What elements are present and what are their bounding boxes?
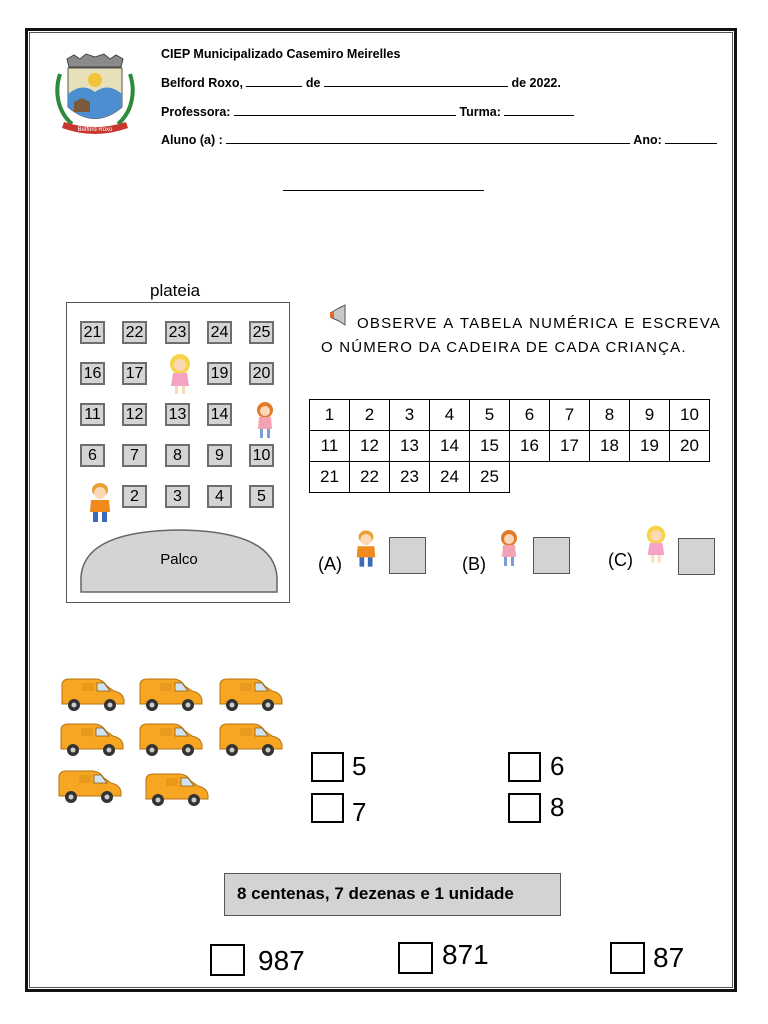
answer-box-a[interactable] xyxy=(389,537,426,574)
checkbox-option-87[interactable] xyxy=(610,942,645,974)
option-987-label: 987 xyxy=(258,945,305,976)
title-underline xyxy=(283,190,484,191)
seat: 7 xyxy=(122,444,147,467)
number-cell: 16 xyxy=(510,431,550,462)
number-cell: 19 xyxy=(630,431,670,462)
place-value-prompt: 8 centenas, 7 dezenas e 1 unidade xyxy=(224,873,561,916)
option-5-label: 5 xyxy=(352,751,367,781)
option-8-label: 8 xyxy=(550,792,565,822)
year-blank[interactable] xyxy=(665,132,717,144)
year-label: de 2022. xyxy=(511,76,561,90)
number-cell: 3 xyxy=(390,400,430,431)
empty-cell xyxy=(670,462,710,493)
number-cell: 23 xyxy=(390,462,430,493)
boy-figure-icon xyxy=(353,528,379,570)
number-cell: 4 xyxy=(430,400,470,431)
number-cell: 9 xyxy=(630,400,670,431)
teacher-label: Professora: xyxy=(161,105,231,119)
seat: 11 xyxy=(80,403,105,426)
logo-banner-text: Belford Roxo xyxy=(77,127,113,133)
seat: 25 xyxy=(249,321,274,344)
van-icon xyxy=(138,676,204,712)
seat: 9 xyxy=(207,444,232,467)
van-icon xyxy=(218,721,284,757)
seat: 24 xyxy=(207,321,232,344)
van-icon xyxy=(144,771,210,807)
seat: 16 xyxy=(80,362,105,385)
seat: 3 xyxy=(165,485,190,508)
empty-cell xyxy=(550,462,590,493)
seat: 8 xyxy=(165,444,190,467)
seat: 4 xyxy=(207,485,232,508)
answer-box-c[interactable] xyxy=(678,538,715,575)
checkbox-option-871[interactable] xyxy=(398,942,433,974)
number-cell: 7 xyxy=(550,400,590,431)
seat: 14 xyxy=(207,403,232,426)
empty-cell xyxy=(510,462,550,493)
girl-blonde-figure xyxy=(167,354,193,396)
number-cell: 11 xyxy=(310,431,350,462)
option-a-label: (A) xyxy=(318,554,342,574)
van-icon xyxy=(218,676,284,712)
number-cell: 12 xyxy=(350,431,390,462)
seat: 17 xyxy=(122,362,147,385)
coat-of-arms-logo xyxy=(52,52,138,138)
stage-label: Palco xyxy=(160,551,198,568)
number-cell: 13 xyxy=(390,431,430,462)
number-cell: 22 xyxy=(350,462,390,493)
student-label: Aluno (a) : xyxy=(161,133,223,147)
number-cell: 1 xyxy=(310,400,350,431)
number-cell: 8 xyxy=(590,400,630,431)
number-cell: 14 xyxy=(430,431,470,462)
city-label: Belford Roxo, xyxy=(161,76,243,90)
girl-blonde-figure-icon xyxy=(644,524,668,566)
option-6-label: 6 xyxy=(550,751,565,781)
number-cell: 5 xyxy=(470,400,510,431)
teacher-blank[interactable] xyxy=(234,104,456,116)
number-cell: 2 xyxy=(350,400,390,431)
month-blank[interactable] xyxy=(324,75,508,87)
class-label: Turma: xyxy=(459,105,501,119)
van-icon xyxy=(57,768,123,804)
girl-redhead-figure-icon xyxy=(499,528,519,570)
number-cell: 20 xyxy=(670,431,710,462)
option-87-label: 87 xyxy=(653,942,685,973)
seat: 5 xyxy=(249,485,274,508)
answer-box-b[interactable] xyxy=(533,537,570,574)
number-cell: 17 xyxy=(550,431,590,462)
option-b-label: (B) xyxy=(462,554,486,574)
day-blank[interactable] xyxy=(246,75,302,87)
student-blank[interactable] xyxy=(226,132,630,144)
number-cell: 15 xyxy=(470,431,510,462)
number-cell: 18 xyxy=(590,431,630,462)
seat: 10 xyxy=(249,444,274,467)
checkbox-option-8[interactable] xyxy=(508,793,541,823)
van-icon xyxy=(138,721,204,757)
date-line xyxy=(161,75,561,90)
student-line xyxy=(161,132,717,147)
checkbox-option-7[interactable] xyxy=(311,793,344,823)
number-cell: 21 xyxy=(310,462,350,493)
seat: 21 xyxy=(80,321,105,344)
seat: 2 xyxy=(122,485,147,508)
number-table-row xyxy=(310,462,710,493)
seat: 20 xyxy=(249,362,274,385)
number-table-row xyxy=(310,431,710,462)
option-7-label: 7 xyxy=(352,797,367,827)
van-icon xyxy=(60,676,126,712)
checkbox-option-5[interactable] xyxy=(311,752,344,782)
seat: 6 xyxy=(80,444,105,467)
class-blank[interactable] xyxy=(504,104,574,116)
seat: 23 xyxy=(165,321,190,344)
exercise1-instruction: OBSERVE A TABELA NUMÉRICA E ESCREVA O NÚMERO DA CADEIRA DE CADA CRIANÇA. xyxy=(321,315,721,356)
number-table xyxy=(309,399,710,493)
date-de-label: de xyxy=(305,76,321,90)
seat: 19 xyxy=(207,362,232,385)
option-871-label: 871 xyxy=(442,939,489,970)
girl-redhead-figure xyxy=(255,402,275,440)
year-class-label: Ano: xyxy=(633,133,662,147)
school-name: CIEP Municipalizado Casemiro Meirelles xyxy=(161,47,401,61)
seat: 13 xyxy=(165,403,190,426)
van-icon xyxy=(59,721,125,757)
boy-figure xyxy=(86,482,114,524)
number-cell: 24 xyxy=(430,462,470,493)
number-cell: 25 xyxy=(470,462,510,493)
audience-label: plateia xyxy=(150,281,201,300)
option-c-label: (C) xyxy=(608,550,633,570)
number-table-row xyxy=(310,400,710,431)
seat: 22 xyxy=(122,321,147,344)
empty-cell xyxy=(590,462,630,493)
number-cell: 10 xyxy=(670,400,710,431)
seat: 12 xyxy=(122,403,147,426)
teacher-line xyxy=(161,104,574,119)
checkbox-option-6[interactable] xyxy=(508,752,541,782)
number-cell: 6 xyxy=(510,400,550,431)
checkbox-option-987[interactable] xyxy=(210,944,245,976)
empty-cell xyxy=(630,462,670,493)
